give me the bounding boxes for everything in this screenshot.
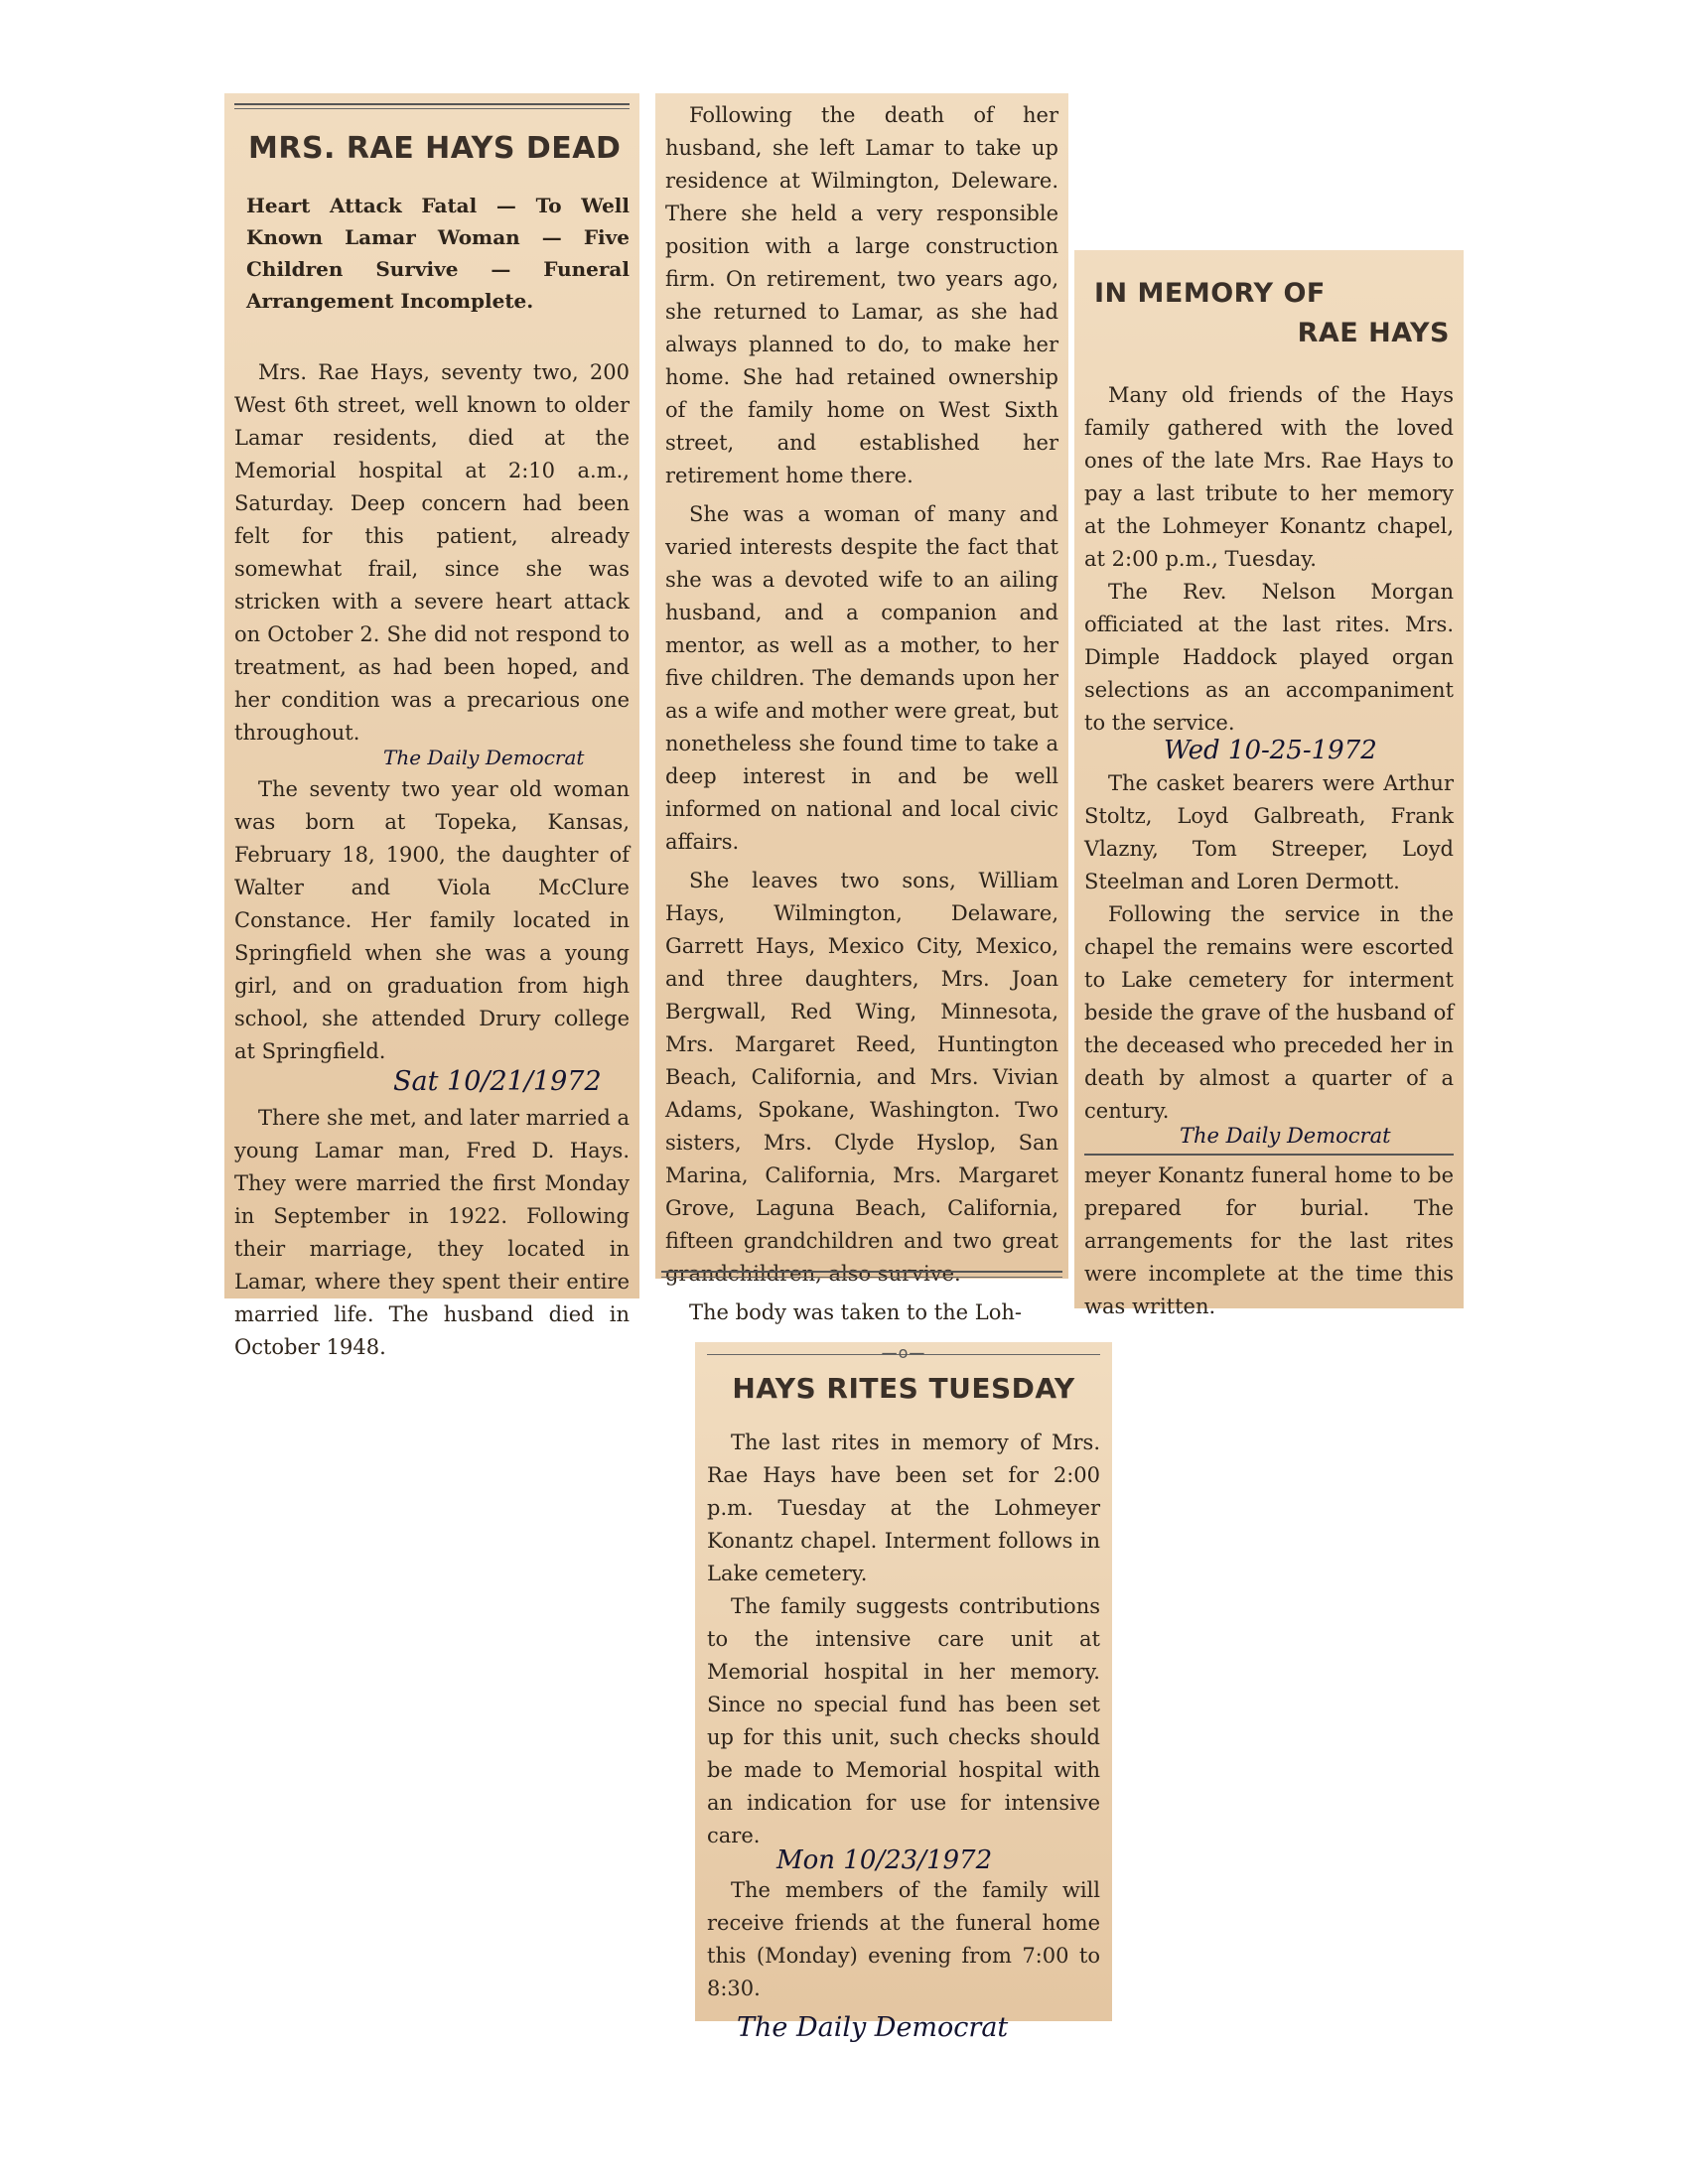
- paragraph: There she met, and later married a young Lamar man, Fred D. Hays. They were married the first Monday in September in 1922. Following their marriage, they located in Lamar, where they spent their entire married life. The husband died in October 1948.: [234, 1106, 630, 1359]
- top-rule-thin: [234, 108, 630, 109]
- clipping-subhead: Heart Attack Fatal — To Well Known Lamar Woman — Five Children Survive — Funeral Arrangement Incomplete.: [246, 194, 630, 313]
- paragraph: The seventy two year old woman was born at Topeka, Kansas, February 18, 1900, the daughter of Walter and Viola McClure Constance. Her family located in Springfield when she was a young girl, and on graduation from high school, she attended Drury college at Springfield.: [234, 777, 630, 1063]
- handwritten-date-note: Wed 10-25-1972: [1164, 736, 1377, 765]
- handwritten-source-note: The Daily Democrat: [1180, 1124, 1391, 1148]
- clipping-headline: MRS. RAE HAYS DEAD: [248, 131, 622, 166]
- obituary-clipping: [224, 93, 639, 1359]
- paragraph: The members of the family will receive friends at the funeral home this (Monday) evening from 7:00 to 8:30.: [707, 1878, 1100, 2000]
- clipping-headline-line1: IN MEMORY OF: [1094, 278, 1326, 309]
- clipping-body: [707, 1427, 1100, 2045]
- paragraph: She leaves two sons, William Hays, Wilmington, Delaware, Garrett Hays, Mexico City, Mexico, and three daughters, Mrs. Joan Bergwall, Red Wing, Minnesota, Mrs. Margaret Reed, Huntington Beach, California, and Mrs. Vivian Adams, Spokane, Washington. Two sisters, Mrs. Clyde Hyslop, San Marina, California, Mrs. Margaret Grove, Laguna Beach, California, fifteen grandchildren and two great grandchildren, also survive.: [665, 869, 1058, 1286]
- paragraph: The Rev. Nelson Morgan officiated at the last rites. Mrs. Dimple Haddock played organ selections as an accompaniment to the service.: [1084, 580, 1454, 735]
- paragraph: The last rites in memory of Mrs. Rae Hays have been set for 2:00 p.m. Tuesday at the Lohmeyer Konantz chapel. Interment follows in Lake cemetery.: [707, 1431, 1100, 1585]
- paragraph: The family suggests contributions to the intensive care unit at Memorial hospital in her memory. Since no special fund has been set up for this unit, such checks should be made to Memorial hospital with an indication for use for intensive care.: [707, 1594, 1100, 1847]
- section-rule: [1084, 1154, 1454, 1156]
- funeral-notice-clipping: [695, 1342, 1112, 2043]
- paragraph: Many old friends of the Hays family gathered with the loved ones of the late Mrs. Rae Hays to pay a last tribute to her memory at the Lohmeyer Konantz chapel, at 2:00 p.m., Tuesday.: [1084, 383, 1454, 571]
- bottom-rule: [661, 1271, 1062, 1273]
- clipping-body: [1084, 379, 1454, 1323]
- section-divider: —o—: [881, 1343, 926, 1362]
- handwritten-date-note: Sat 10/21/1972: [393, 1066, 602, 1097]
- clipping-headline-line2: RAE HAYS: [1297, 318, 1450, 348]
- handwritten-source-note: The Daily Democrat: [383, 746, 585, 769]
- clipping-body: [665, 99, 1058, 1329]
- handwritten-source-note: The Daily Democrat: [737, 2012, 1009, 2043]
- handwritten-date-note: Mon 10/23/1972: [776, 1845, 993, 1875]
- paragraph: Mrs. Rae Hays, seventy two, 200 West 6th street, well known to older Lamar residents, died at the Memorial hospital at 2:10 a.m., Saturday. Deep concern had been felt for this patient, already somewhat frail, since she was stricken with a severe heart attack on October 2. She did not respond to treatment, as had been hoped, and her condition was a precarious one throughout.: [234, 360, 630, 745]
- clipping-headline: HAYS RITES TUESDAY: [732, 1372, 1075, 1405]
- paragraph: Following the death of her husband, she left Lamar to take up residence at Wilmington, Deleware. There she held a very responsible position with a large construction firm. On retirement, two years ago, she returned to Lamar, as she had always planned to do, to make her home. She had retained ownership of the family home on West Sixth street, and established her retirement home there.: [665, 103, 1058, 487]
- clipping-body: [234, 356, 630, 1364]
- top-rule: [234, 103, 630, 105]
- memorial-clipping: [1074, 250, 1464, 1318]
- paragraph: She was a woman of many and varied interests despite the fact that she was a devoted wife to an ailing husband, and a companion and mentor, as well as a mother, to her five children. The demands upon her as a wife and mother were great, but nonetheless she found time to take a deep interest in and be well informed on national and local civic affairs.: [665, 502, 1058, 854]
- paragraph: meyer Konantz funeral home to be prepared for burial. The arrangements for the last rites were incomplete at the time this was written.: [1084, 1163, 1454, 1318]
- paragraph: The casket bearers were Arthur Stoltz, Loyd Galbreath, Frank Vlazny, Tom Streeper, Loyd Steelman and Loren Dermott.: [1084, 771, 1454, 893]
- paragraph: Following the service in the chapel the remains were escorted to Lake cemetery for interment beside the grave of the husband of the deceased who preceded her in death by almost a quarter of a century.: [1084, 902, 1454, 1123]
- paragraph: The body was taken to the Loh-: [689, 1300, 1022, 1324]
- obituary-continuation-clipping: [655, 93, 1068, 1324]
- bottom-rule-thin: [661, 1277, 1062, 1278]
